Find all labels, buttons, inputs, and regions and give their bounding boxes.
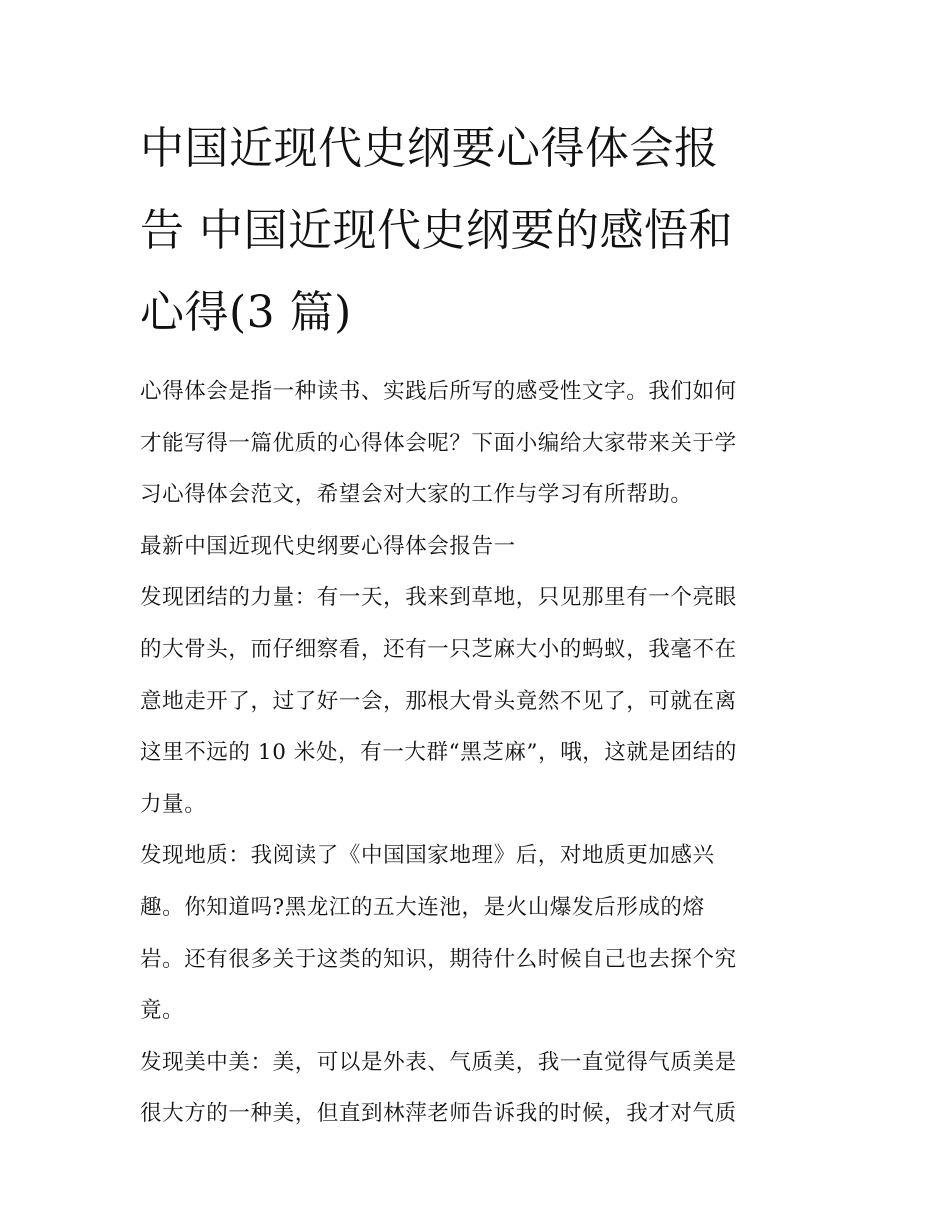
paragraph-beauty [140,1037,820,1140]
heading-line: 最新中国近现代史纲要心得体会报告一 [140,533,516,559]
text-line: 趣。你知道吗?黑龙江的五大连池，是火山爆发后形成的熔 [140,894,705,920]
text-line: 发现地质：我阅读了《中国国家地理》后，对地质更加感兴 [140,843,715,869]
text-line: 才能写得一篇优质的心得体会呢？下面小编给大家带来关于学 [140,430,737,456]
text-line: 很大方的一种美，但直到林萍老师告诉我的时候，我才对气质 [140,1101,737,1127]
section-heading [140,521,820,573]
text-line: 发现美中美：美，可以是外表、气质美，我一直觉得气质美是 [140,1049,737,1075]
text-line: 心得体会是指一种读书、实践后所写的感受性文字。我们如何 [140,379,737,404]
document-content [140,108,820,1140]
text-line: 发现团结的力量：有一天，我来到草地，只见那里有一个亮眼 [140,585,737,611]
document-title [140,108,820,354]
text-line: 竟。 [140,998,185,1024]
text-line: 岩。还有很多关于这类的知识，期待什么时候自己也去探个究 [140,946,737,972]
title-line: 中国近现代史纲要心得体会报 [140,123,719,174]
paragraph-unity [140,572,820,830]
text-line: 的大骨头，而仔细察看，还有一只芝麻大小的蚂蚁，我毫不在 [140,636,737,662]
text-line: 这里不远的 10 米处，有一大群“黑芝麻”，哦，这就是团结的 [140,740,738,766]
title-line: 心得(3 篇) [140,287,352,338]
text-line: 意地走开了，过了好一会，那根大骨头竟然不见了，可就在离 [140,688,737,714]
text-line: 力量。 [140,791,207,817]
intro-paragraph [140,366,820,521]
title-line: 告 中国近现代史纲要的感悟和 [140,205,733,256]
paragraph-geology [140,830,820,1036]
text-line: 习心得体会范文，希望会对大家的工作与学习有所帮助。 [140,482,693,508]
document-body [140,366,820,1140]
